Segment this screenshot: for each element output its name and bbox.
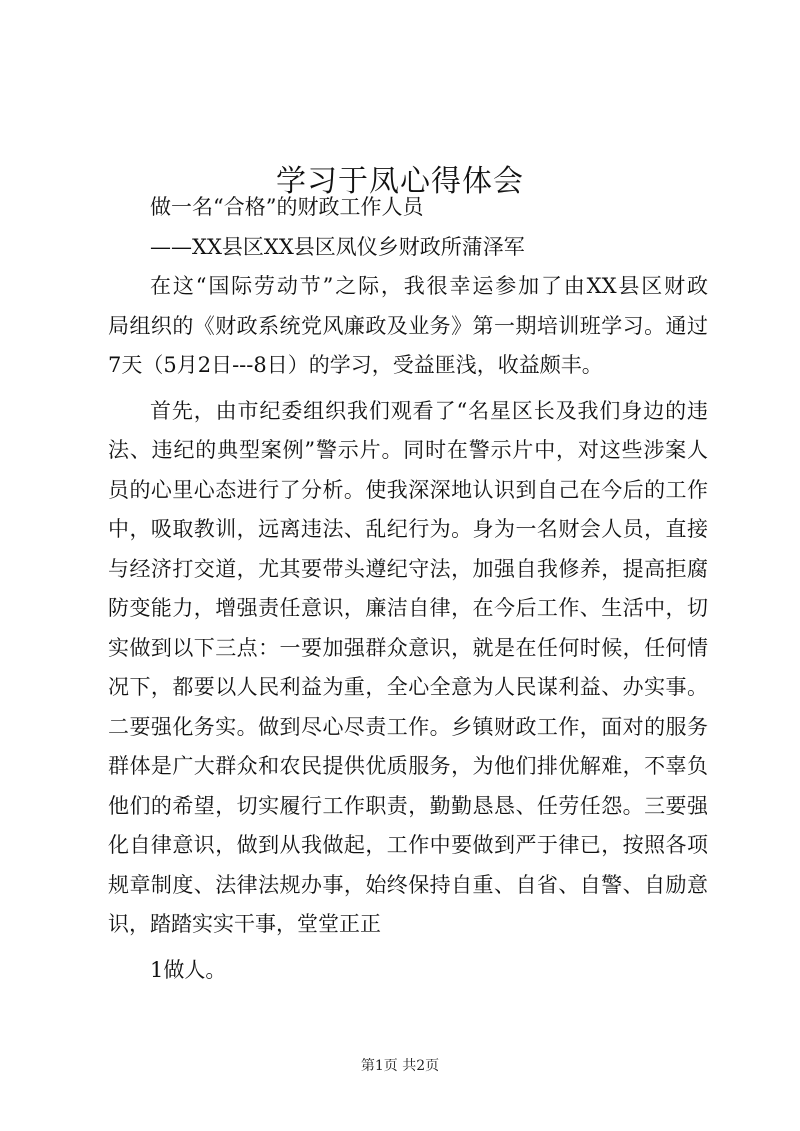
paragraph-line: 7天（5月2日---8日）的学习，受益匪浅，收益颇丰。 — [108, 353, 603, 377]
paragraph-line: 化自律意识，做到从我做起，工作中要做到严于律已，按照各项 — [108, 833, 708, 857]
page-title: 学习于凤心得体会 — [276, 164, 524, 200]
paragraph-line: 首先，由市纪委组织我们观看了“名星区长及我们身边的违 — [150, 398, 708, 423]
paragraph-line: 局组织的《财政系统党风廉政及业务》第一期培训班学习。通过 — [108, 313, 708, 338]
document-body — [108, 188, 708, 990]
paragraph-line: 法、违纪的典型案例”警示片。同时在警示片中，对这些涉案人 — [108, 438, 708, 462]
paragraph-line: 实做到以下三点：一要加强群众意识，就是在任何时候，任何情 — [108, 635, 708, 660]
paragraph-line: 识，踏踏实实干事，堂堂正正 — [108, 912, 381, 936]
paragraph-line: 规章制度、法律法规办事，始终保持自重、自省、自警、自励意 — [108, 872, 708, 897]
subtitle: 做一名“合格”的财政工作人员 — [150, 195, 424, 219]
page-indicator: 第1页 共2页 — [360, 1058, 440, 1074]
paragraph-line: 况下，都要以人民利益为重，全心全意为人民谋利益、办实事。 — [108, 675, 708, 699]
paragraph-line: 中，吸取教训，远离违法、乱纪行为。身为一名财会人员，直接 — [108, 517, 708, 541]
paragraph-line: 员的心里心态进行了分析。使我深深地认识到自己在今后的工作 — [108, 477, 708, 502]
paragraph-line: 与经济打交道，尤其要带头遵纪守法，加强自我修养，提高拒腐 — [108, 556, 708, 581]
paragraph-line: 二要强化务实。做到尽心尽责工作。乡镇财政工作，面对的服务 — [108, 714, 708, 739]
paragraph-line: 群体是广大群众和农民提供优质服务，为他们排优解难，不辜负 — [108, 754, 708, 778]
paragraph-line: 防变能力，增强责任意识，廉洁自律，在今后工作、生活中，切 — [108, 596, 708, 620]
paragraph-line: 在这“国际劳动节”之际，我很幸运参加了由XX县区财政 — [150, 274, 708, 298]
paragraph-line: 1做人。 — [150, 957, 227, 982]
byline: ——XX县区XX县区凤仪乡财政所蒲泽军 — [150, 234, 525, 259]
paragraph-line: 他们的希望，切实履行工作职责，勤勤恳恳、任劳任怨。三要强 — [108, 793, 708, 818]
